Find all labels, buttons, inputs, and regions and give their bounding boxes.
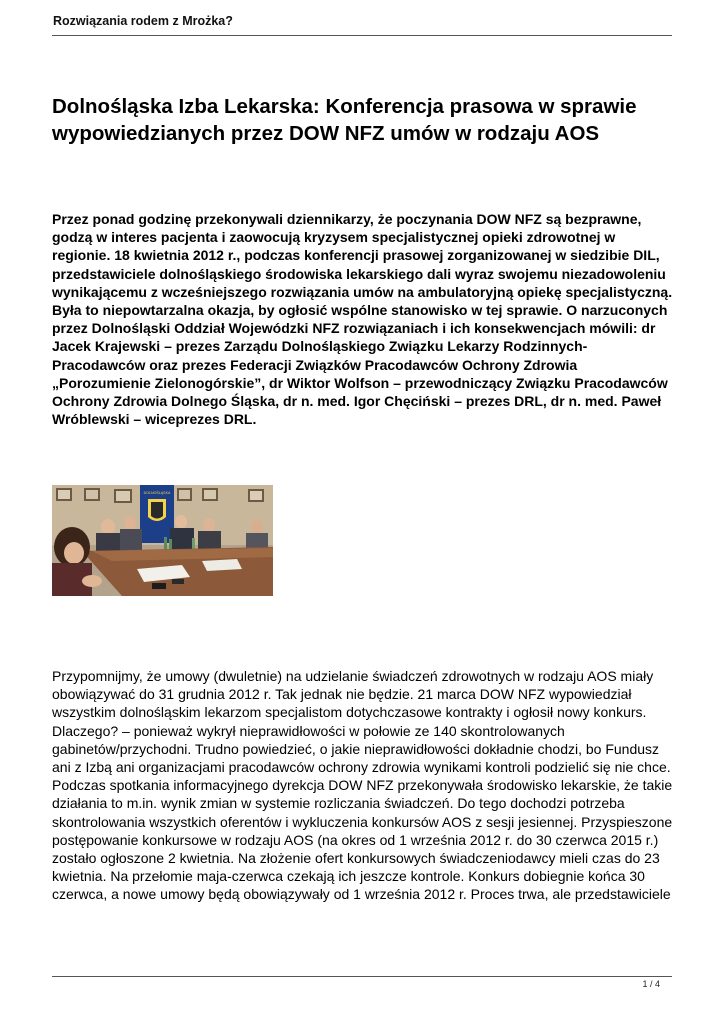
footer-divider: [52, 976, 672, 977]
article-lead: Przez ponad godzinę przekonywali dziennikarzy, że poczynania DOW NFZ są bezprawne, godzą w interes pacjenta i zaowocują kryzysem specjalistycznej opieki zdrowotnej w regionie. 18 kwietnia 2012 r., podczas konferencji prasowej zorganizowanej w siedzibie DIL, przedstawiciele dolnośląskiego środowiska lekarskiego dali wyraz swojemu niezadowoleniu wynikającemu z wcześniejszego rozwiązania umów na ambulatoryjną opiekę specjalistyczną. Była to niepowtarzalna okazja, by ogłosić wspólne stanowisko w tej sprawie. O narzuconych przez Dolnośląski Oddział Wojewódzki NFZ rozwiązaniach i ich konsekwencjach mówili: dr Jacek Krajewski – prezes Zarządu Dolnośląskiego Związku Lekarzy Rodzinnych-Pracodawców oraz prezes Federacji Związków Pracodawców Ochrony Zdrowia „Porozumienie Zielonogórskie”, dr Wiktor Wolfson – przewodniczący Związku Pracodawców Ochrony Zdrowia Dolnego Śląska, dr n. med. Igor Chęciński – prezes DRL, dr n. med. Paweł Wróblewski – wiceprezes DRL.: [52, 211, 673, 428]
page-number: 1 / 4: [642, 979, 660, 989]
press-conference-photo: [52, 485, 273, 596]
site-title: Rozwiązania rodem z Mrożka?: [53, 14, 233, 28]
header-divider: [52, 35, 672, 36]
article-title: Dolnośląska Izba Lekarska: Konferencja prasowa w sprawie wypowiedzianych przez DOW NFZ umów w rodzaju AOS: [52, 95, 637, 145]
banner-text: DOLNOŚLĄSKA: [143, 491, 171, 495]
article-body: Przypomnijmy, że umowy (dwuletnie) na udzielanie świadczeń zdrowotnych w rodzaju AOS miały obowiązywać do 31 grudnia 2012 r. Tak jednak nie będzie. 21 marca DOW NFZ wypowiedział wszystkim dolnośląskim lekarzom specjalistom dotychczasowe kontrakty i ogłosił nowy konkurs. Dlaczego? – ponieważ wykrył nieprawidłowości w połowie ze 140 skontrolowanych gabinetów/przychodni. Trudno powiedzieć, o jakie nieprawidłowości dokładnie chodzi, bo Fundusz ani z Izbą ani organizacjami pracodawców ochrony zdrowia wynikami kontroli podzielić się nie chce. Podczas spotkania informacyjnego dyrekcja DOW NFZ przekonywała środowisko lekarskie, że takie działania to m.in. wynik zmian w systemie rozliczania świadczeń. Do tego dochodzi potrzeba skontrolowania wszystkich oferentów i wykluczenia konkursów AOS z sesji jesiennej. Przyspieszone postępowanie konkursowe w rodzaju AOS (na okres od 1 września 2012 r. do 30 czerwca 2015 r.) zostało ogłoszone 2 kwietnia. Na złożenie ofert konkursowych świadczeniodawcy mieli czas do 23 kwietnia. Na przełomie maja-czerwca czekają ich jeszcze kontrole. Konkurs dobiegnie końca 30 czerwca, a nowe umowy będą obowiązywały od 1 września 2012 r. Proces trwa, ale przedstawiciele: [52, 668, 673, 903]
